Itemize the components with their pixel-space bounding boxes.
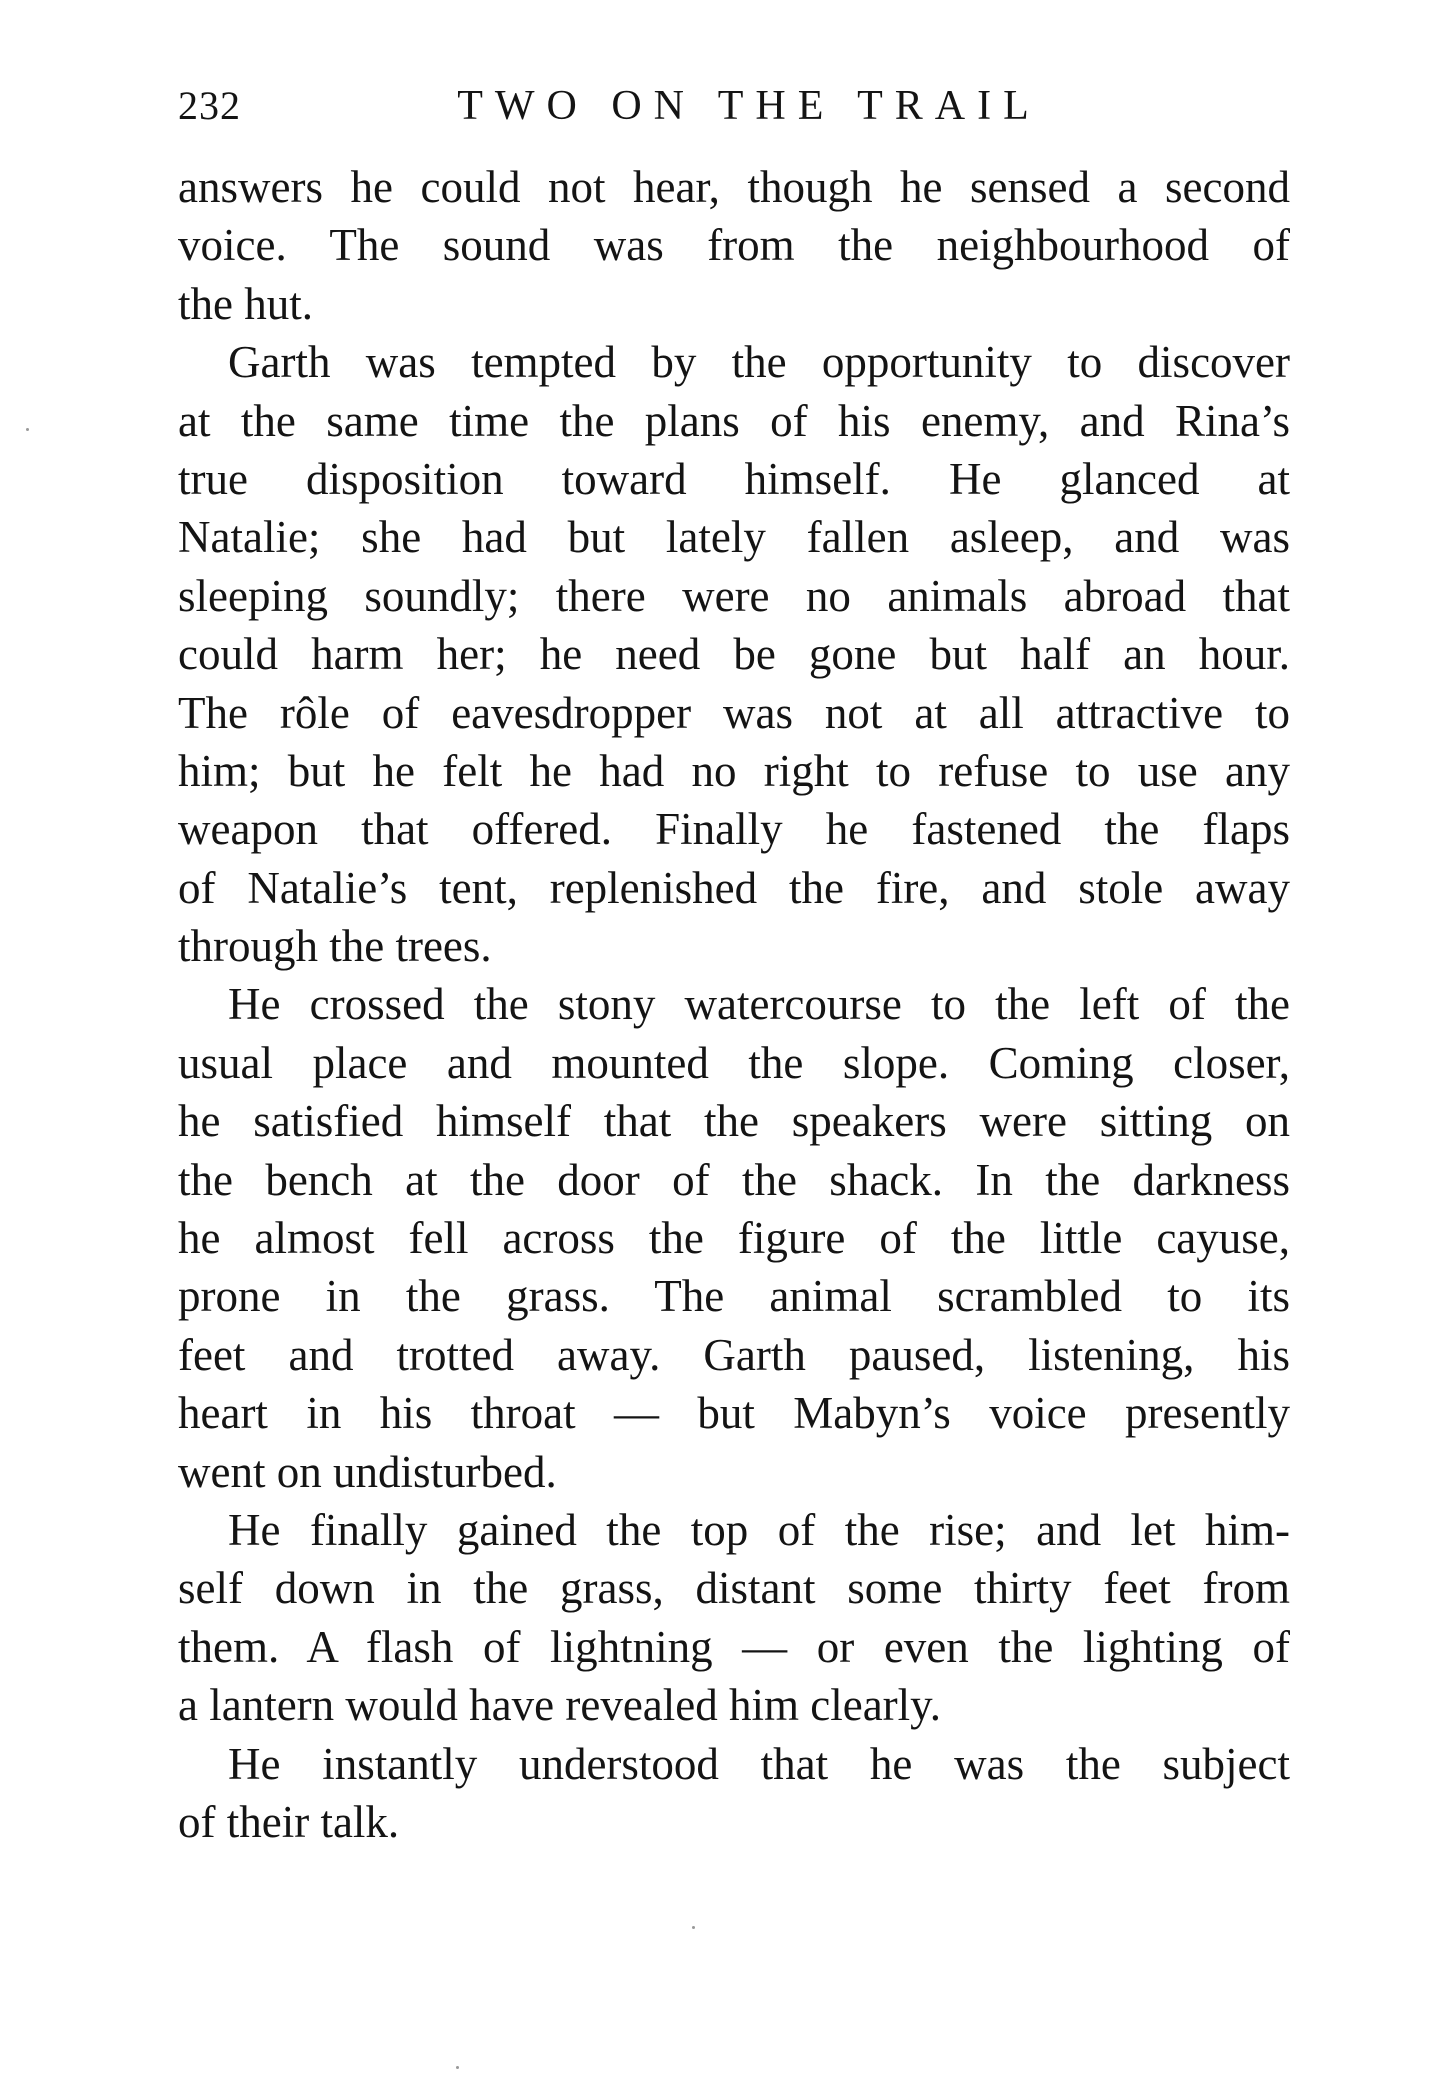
text-line: went on undisturbed. [178, 1446, 557, 1497]
scan-speck [26, 428, 29, 431]
body-text [178, 158, 1290, 1851]
text-line: a lantern would have revealed him clearly. [178, 1680, 941, 1731]
text-line: the bench at the door of the shack. In the darkness [178, 1154, 1290, 1205]
text-line: of their talk. [178, 1796, 400, 1847]
text-line: He finally gained the top of the rise; and let him- [228, 1504, 1290, 1555]
scan-speck [456, 2066, 459, 2069]
text-line: feet and trotted away. Garth paused, listening, his [178, 1329, 1290, 1380]
text-line: Natalie; she had but lately fallen asleep, and was [178, 512, 1290, 563]
text-line: He instantly understood that he was the subject [228, 1738, 1290, 1789]
text-line: answers he could not hear, though he sensed a second [178, 162, 1290, 212]
text-line: him; but he felt he had no right to refuse to use any [178, 745, 1290, 796]
paragraph [178, 333, 1290, 975]
text-line: could harm her; he need be gone but half an hour. [178, 629, 1290, 680]
page-number: 232 [178, 83, 241, 128]
text-line: of Natalie’s tent, replenished the fire, and stole away [178, 862, 1290, 913]
text-line: sleeping soundly; there were no animals abroad that [178, 570, 1290, 621]
text-line: self down in the grass, distant some thirty feet from [178, 1563, 1290, 1614]
paragraph [178, 1735, 1290, 1852]
text-line: them. A flash of lightning — or even the lighting of [178, 1621, 1290, 1672]
text-line: the hut. [178, 278, 313, 329]
text-line: He crossed the stony watercourse to the left of the [228, 979, 1290, 1030]
running-head: TWO ON THE TRAIL [457, 83, 1041, 129]
text-line: weapon that offered. Finally he fastened the flaps [178, 804, 1290, 855]
text-line: usual place and mounted the slope. Coming closer, [178, 1037, 1290, 1088]
text-line: he satisfied himself that the speakers were sitting on [178, 1096, 1290, 1147]
text-line: at the same time the plans of his enemy, and Rina’s [178, 395, 1290, 446]
text-line: voice. The sound was from the neighbourhood of [178, 220, 1290, 271]
text-line: The rôle of eavesdropper was not at all attractive to [178, 687, 1290, 738]
text-line: he almost fell across the figure of the little cayuse, [178, 1213, 1290, 1264]
scan-speck [692, 1926, 695, 1929]
text-line: true disposition toward himself. He glanced at [178, 453, 1290, 504]
text-line: through the trees. [178, 921, 492, 972]
text-line: Garth was tempted by the opportunity to discover [228, 337, 1290, 388]
paragraph [178, 1501, 1290, 1735]
paragraph [178, 975, 1290, 1501]
page-header [178, 82, 1290, 142]
text-line: prone in the grass. The animal scrambled to its [178, 1271, 1290, 1322]
text-line: heart in his throat — but Mabyn’s voice presently [178, 1388, 1290, 1439]
paragraph [178, 158, 1290, 333]
